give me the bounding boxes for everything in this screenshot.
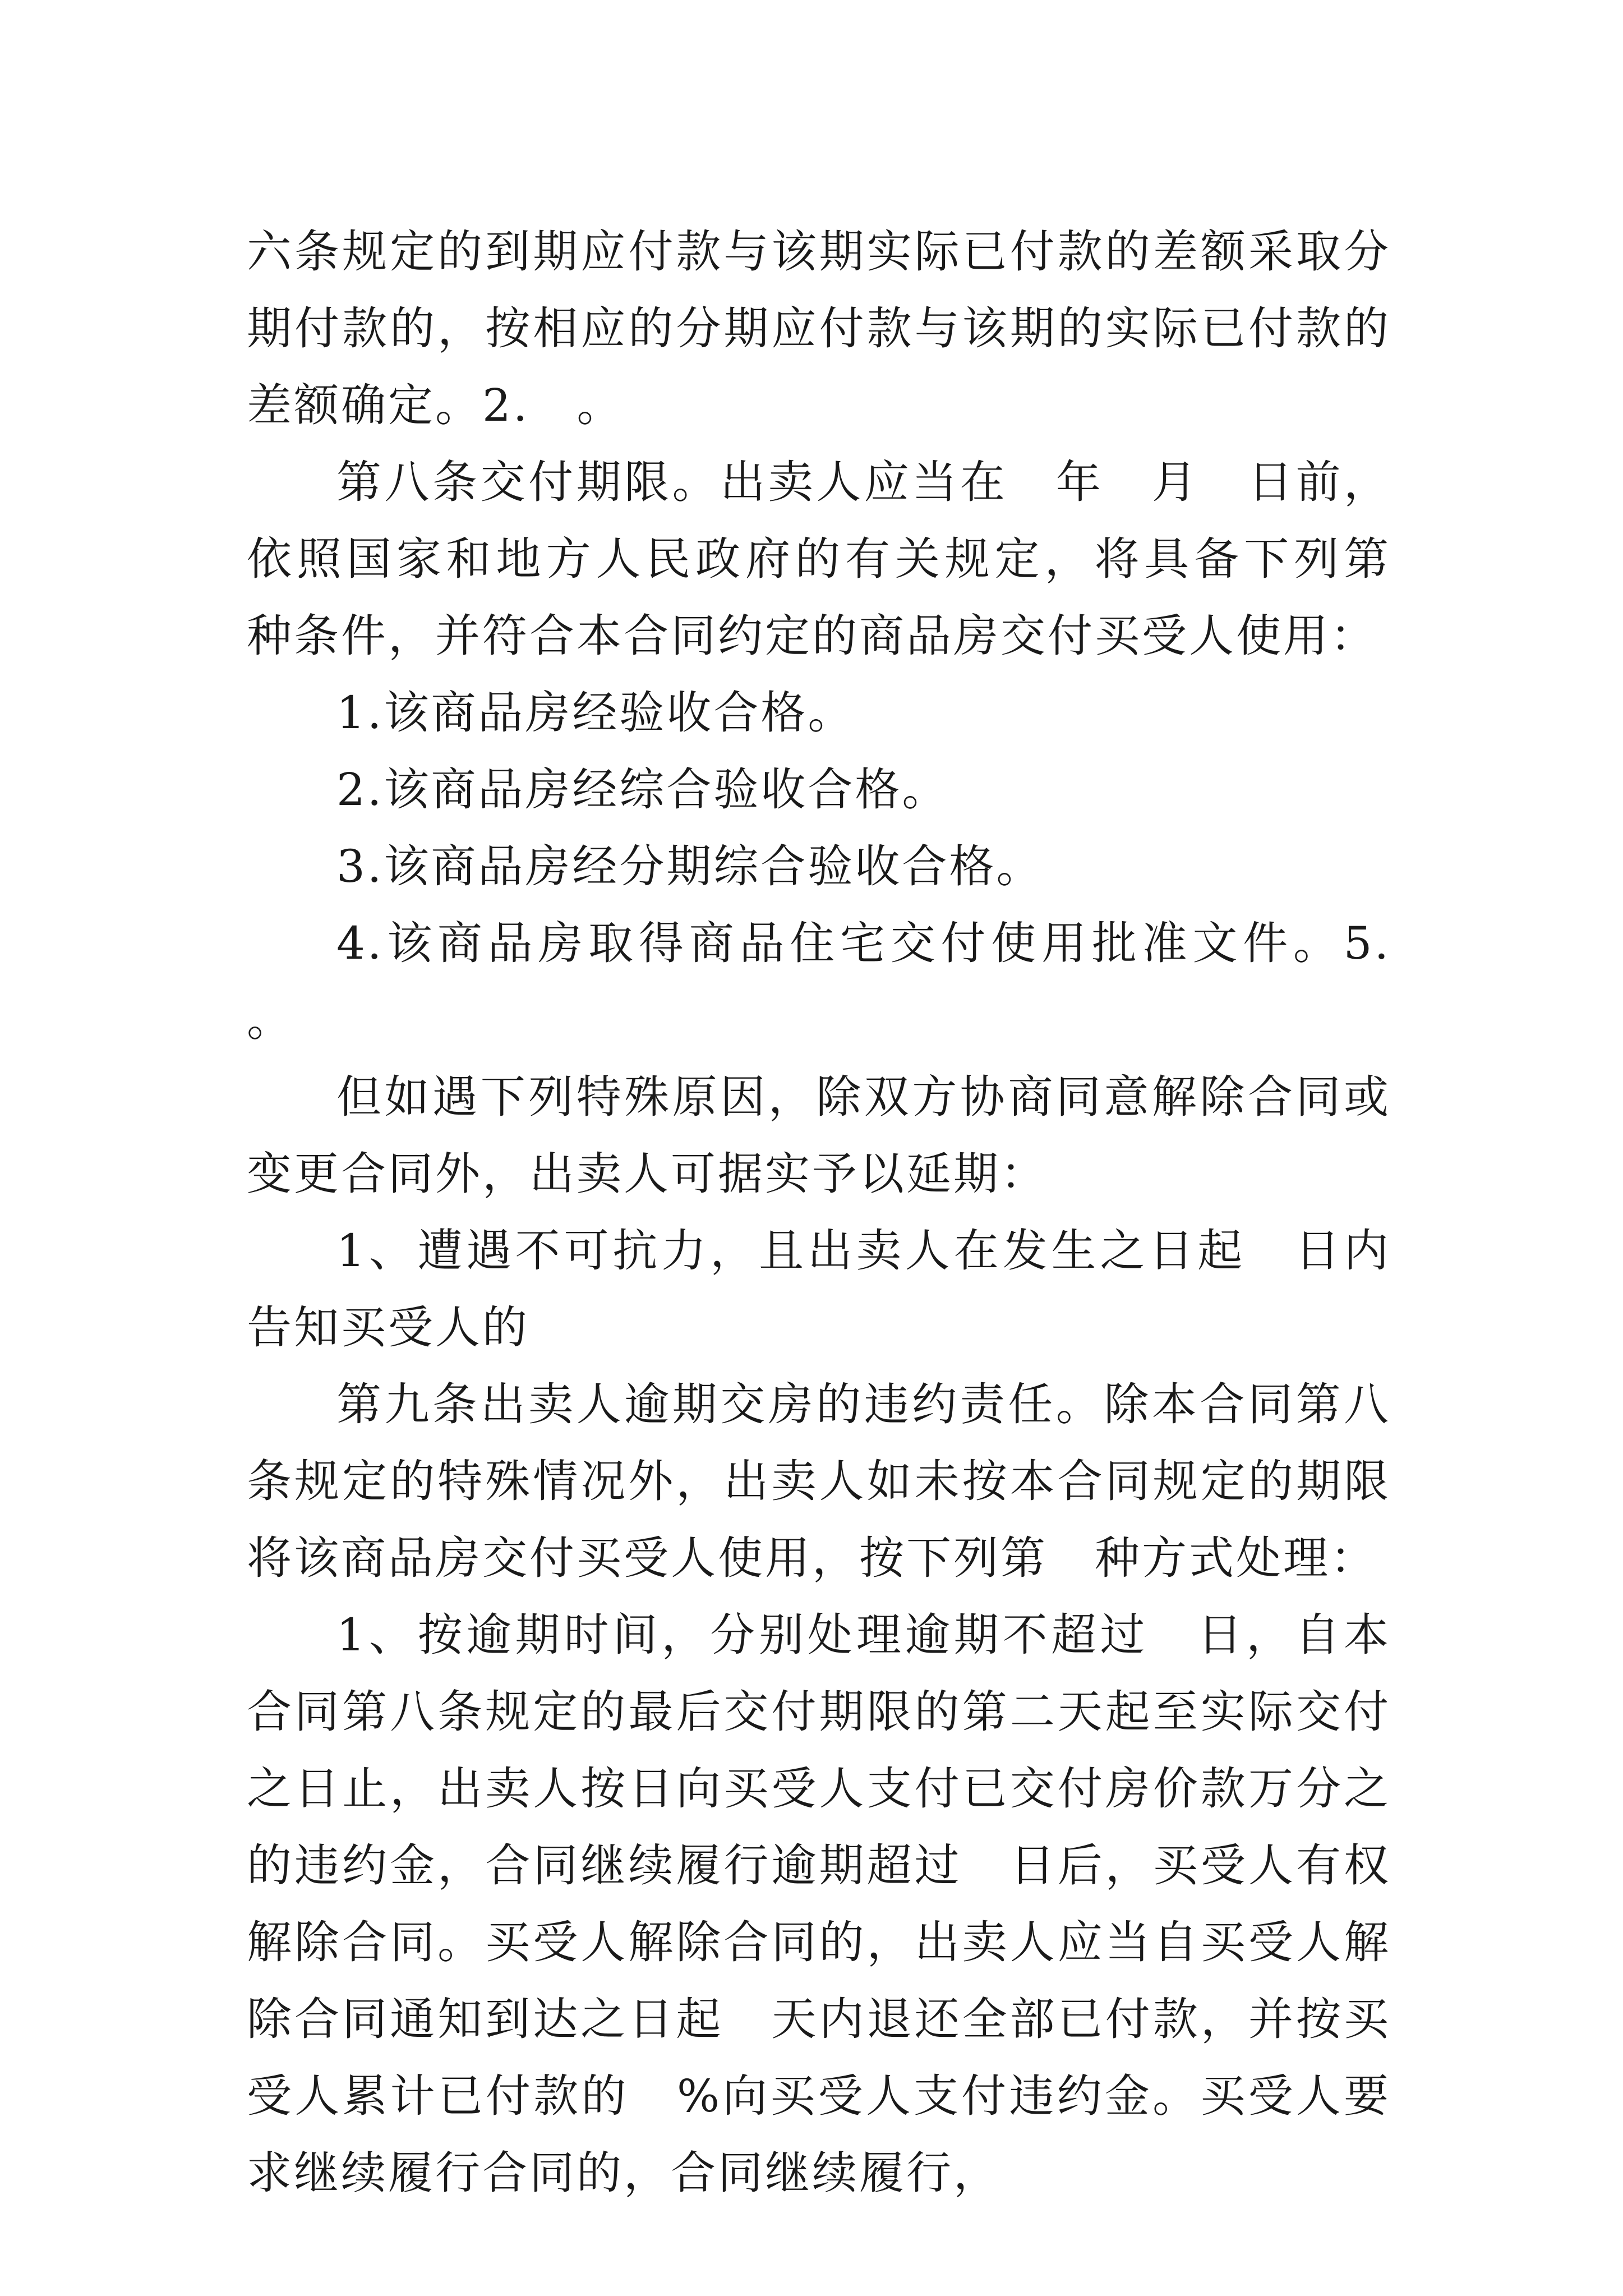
list-item-force-majeure: 1、遭遇不可抗力，且出卖人在发生之日起 日内告知买受人的 <box>247 1225 1391 1354</box>
list-item-condition-1: 1.该商品房经验收合格。 <box>336 687 855 739</box>
list-item-condition-2: 2.该商品房经综合验收合格。 <box>336 763 949 816</box>
paragraph-delay-exceptions: 但如遇下列特殊原因，除双方协商同意解除合同或变更合同外，出卖人可据实予以延期： <box>247 1071 1391 1200</box>
document-body <box>247 213 1438 2211</box>
list-item-condition-4: 4.该商品房取得商品住宅交付使用批准文件。5. 。 <box>247 917 1438 1046</box>
paragraph-article-9: 第九条出卖人逾期交房的违约责任。除本合同第八条规定的特殊情况外，出卖人如未按本合同规定的期限将该商品房交付买受人使用，按下列第 种方式处理： <box>247 1378 1391 1584</box>
paragraph-continuation: 六条规定的到期应付款与该期实际已付款的差额采取分期付款的，按相应的分期应付款与该期的实际已付款的差额确定。2. 。 <box>247 226 1391 431</box>
list-item-overdue-handling: 1、按逾期时间，分别处理逾期不超过 日，自本合同第八条规定的最后交付期限的第二天起至实际交付之日止，出卖人按日向买受人支付已交付房价款万分之 的违约金，合同继续履行逾期超过 日后，买受人有权解除合同。买受人解除合同的，出卖人应当自买受人解除合同通知到达之日起 天内退还全部已付款，并按买受人累计已付款的 %向买受人支付违约金。买受人要求继续履行合同的，合同继续履行， <box>247 1609 1438 2199</box>
list-item-condition-3: 3.该商品房经分期综合验收合格。 <box>336 840 1044 892</box>
paragraph-article-8: 第八条交付期限。出卖人应当在 年 月 日前，依照国家和地方人民政府的有关规定，将具备下列第 种条件，并符合本合同约定的商品房交付买受人使用： <box>247 456 1438 662</box>
